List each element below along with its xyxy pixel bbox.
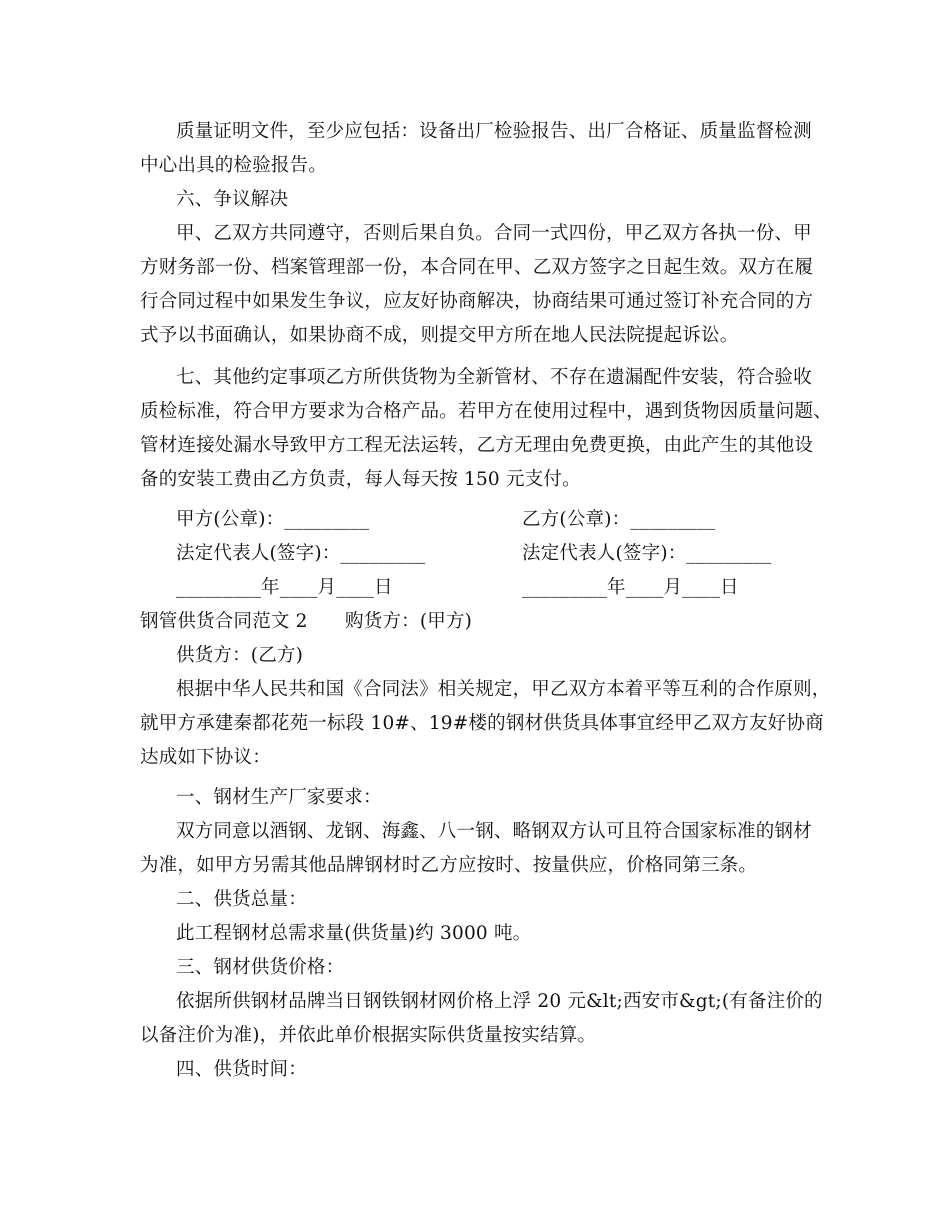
text-line: 依据所供钢材品牌当日钢铁钢材网价格上浮 20 元&lt;西安市&gt;(有备注价的 xyxy=(176,991,823,1012)
text-line: 管材连接处漏水导致甲方工程无法运转，乙方无理由免费更换，由此产生的其他设 xyxy=(140,435,814,456)
text-line: 双方同意以酒钢、龙钢、海鑫、八一钢、略钢双方认可且符合国家标准的钢材 xyxy=(176,821,812,842)
text-line: 为准，如甲方另需其他品牌钢材时乙方应按时、按量供应，价格同第三条。 xyxy=(140,855,758,876)
section-heading: 二、供货总量： xyxy=(176,889,307,910)
section-heading: 七、其他约定事项乙方所供货物为全新管材、不存在遗漏配件安装，符合验收 xyxy=(176,367,812,388)
text-line: 以备注价为准)，并依此单价根据实际供货量按实结算。 xyxy=(140,1025,597,1046)
text-line: 供货方：(乙方) xyxy=(176,645,304,666)
text-line: 行合同过程中如果发生争议，应友好协商解决，协商结果可通过签订补充合同的方 xyxy=(140,291,814,312)
text-line: 质量证明文件，至少应包括：设备出厂检验报告、出厂合格证、质量监督检测 xyxy=(176,121,812,142)
text-line: 甲、乙双方共同遵守，否则后果自负。合同一式四份，甲乙双方各执一份、甲 xyxy=(176,223,812,244)
party-b-seal: 乙方(公章)：_________ xyxy=(522,509,716,530)
section-heading: 六、争议解决 xyxy=(176,189,289,210)
doc-subtitle: 钢管供货合同范文 2 购货方：(甲方) xyxy=(140,611,473,632)
party-a-seal: 甲方(公章)：_________ xyxy=(176,509,370,530)
text-line: 式予以书面确认，如果协商不成，则提交甲方所在地人民法院提起诉讼。 xyxy=(140,325,739,346)
party-b-representative: 法定代表人(签字)：_________ xyxy=(522,543,772,564)
party-a-representative: 法定代表人(签字)：_________ xyxy=(176,543,426,564)
text-line: 中心出具的检验报告。 xyxy=(140,155,328,176)
text-line: 达成如下协议： xyxy=(140,747,271,768)
text-line: 方财务部一份、档案管理部一份，本合同在甲、乙双方签字之日起生效。双方在履 xyxy=(140,257,814,278)
text-line: 此工程钢材总需求量(供货量)约 3000 吨。 xyxy=(176,923,532,944)
section-heading: 三、钢材供货价格： xyxy=(176,957,345,978)
text-line: 就甲方承建秦都花苑一标段 10#、19#楼的钢材供货具体事宜经甲乙双方友好协商 xyxy=(140,713,824,734)
party-b-date: _________年____月____日 xyxy=(522,577,739,598)
party-a-date: _________年____月____日 xyxy=(176,577,393,598)
text-line: 备的安装工费由乙方负责，每人每天按 150 元支付。 xyxy=(140,469,581,490)
text-line: 根据中华人民共和国《合同法》相关规定，甲乙双方本着平等互利的合作原则， xyxy=(176,679,831,700)
section-heading: 一、钢材生产厂家要求： xyxy=(176,787,382,808)
text-line: 质检标准，符合甲方要求为合格产品。若甲方在使用过程中，遇到货物因质量问题、 xyxy=(140,401,832,422)
section-heading: 四、供货时间： xyxy=(176,1059,307,1080)
